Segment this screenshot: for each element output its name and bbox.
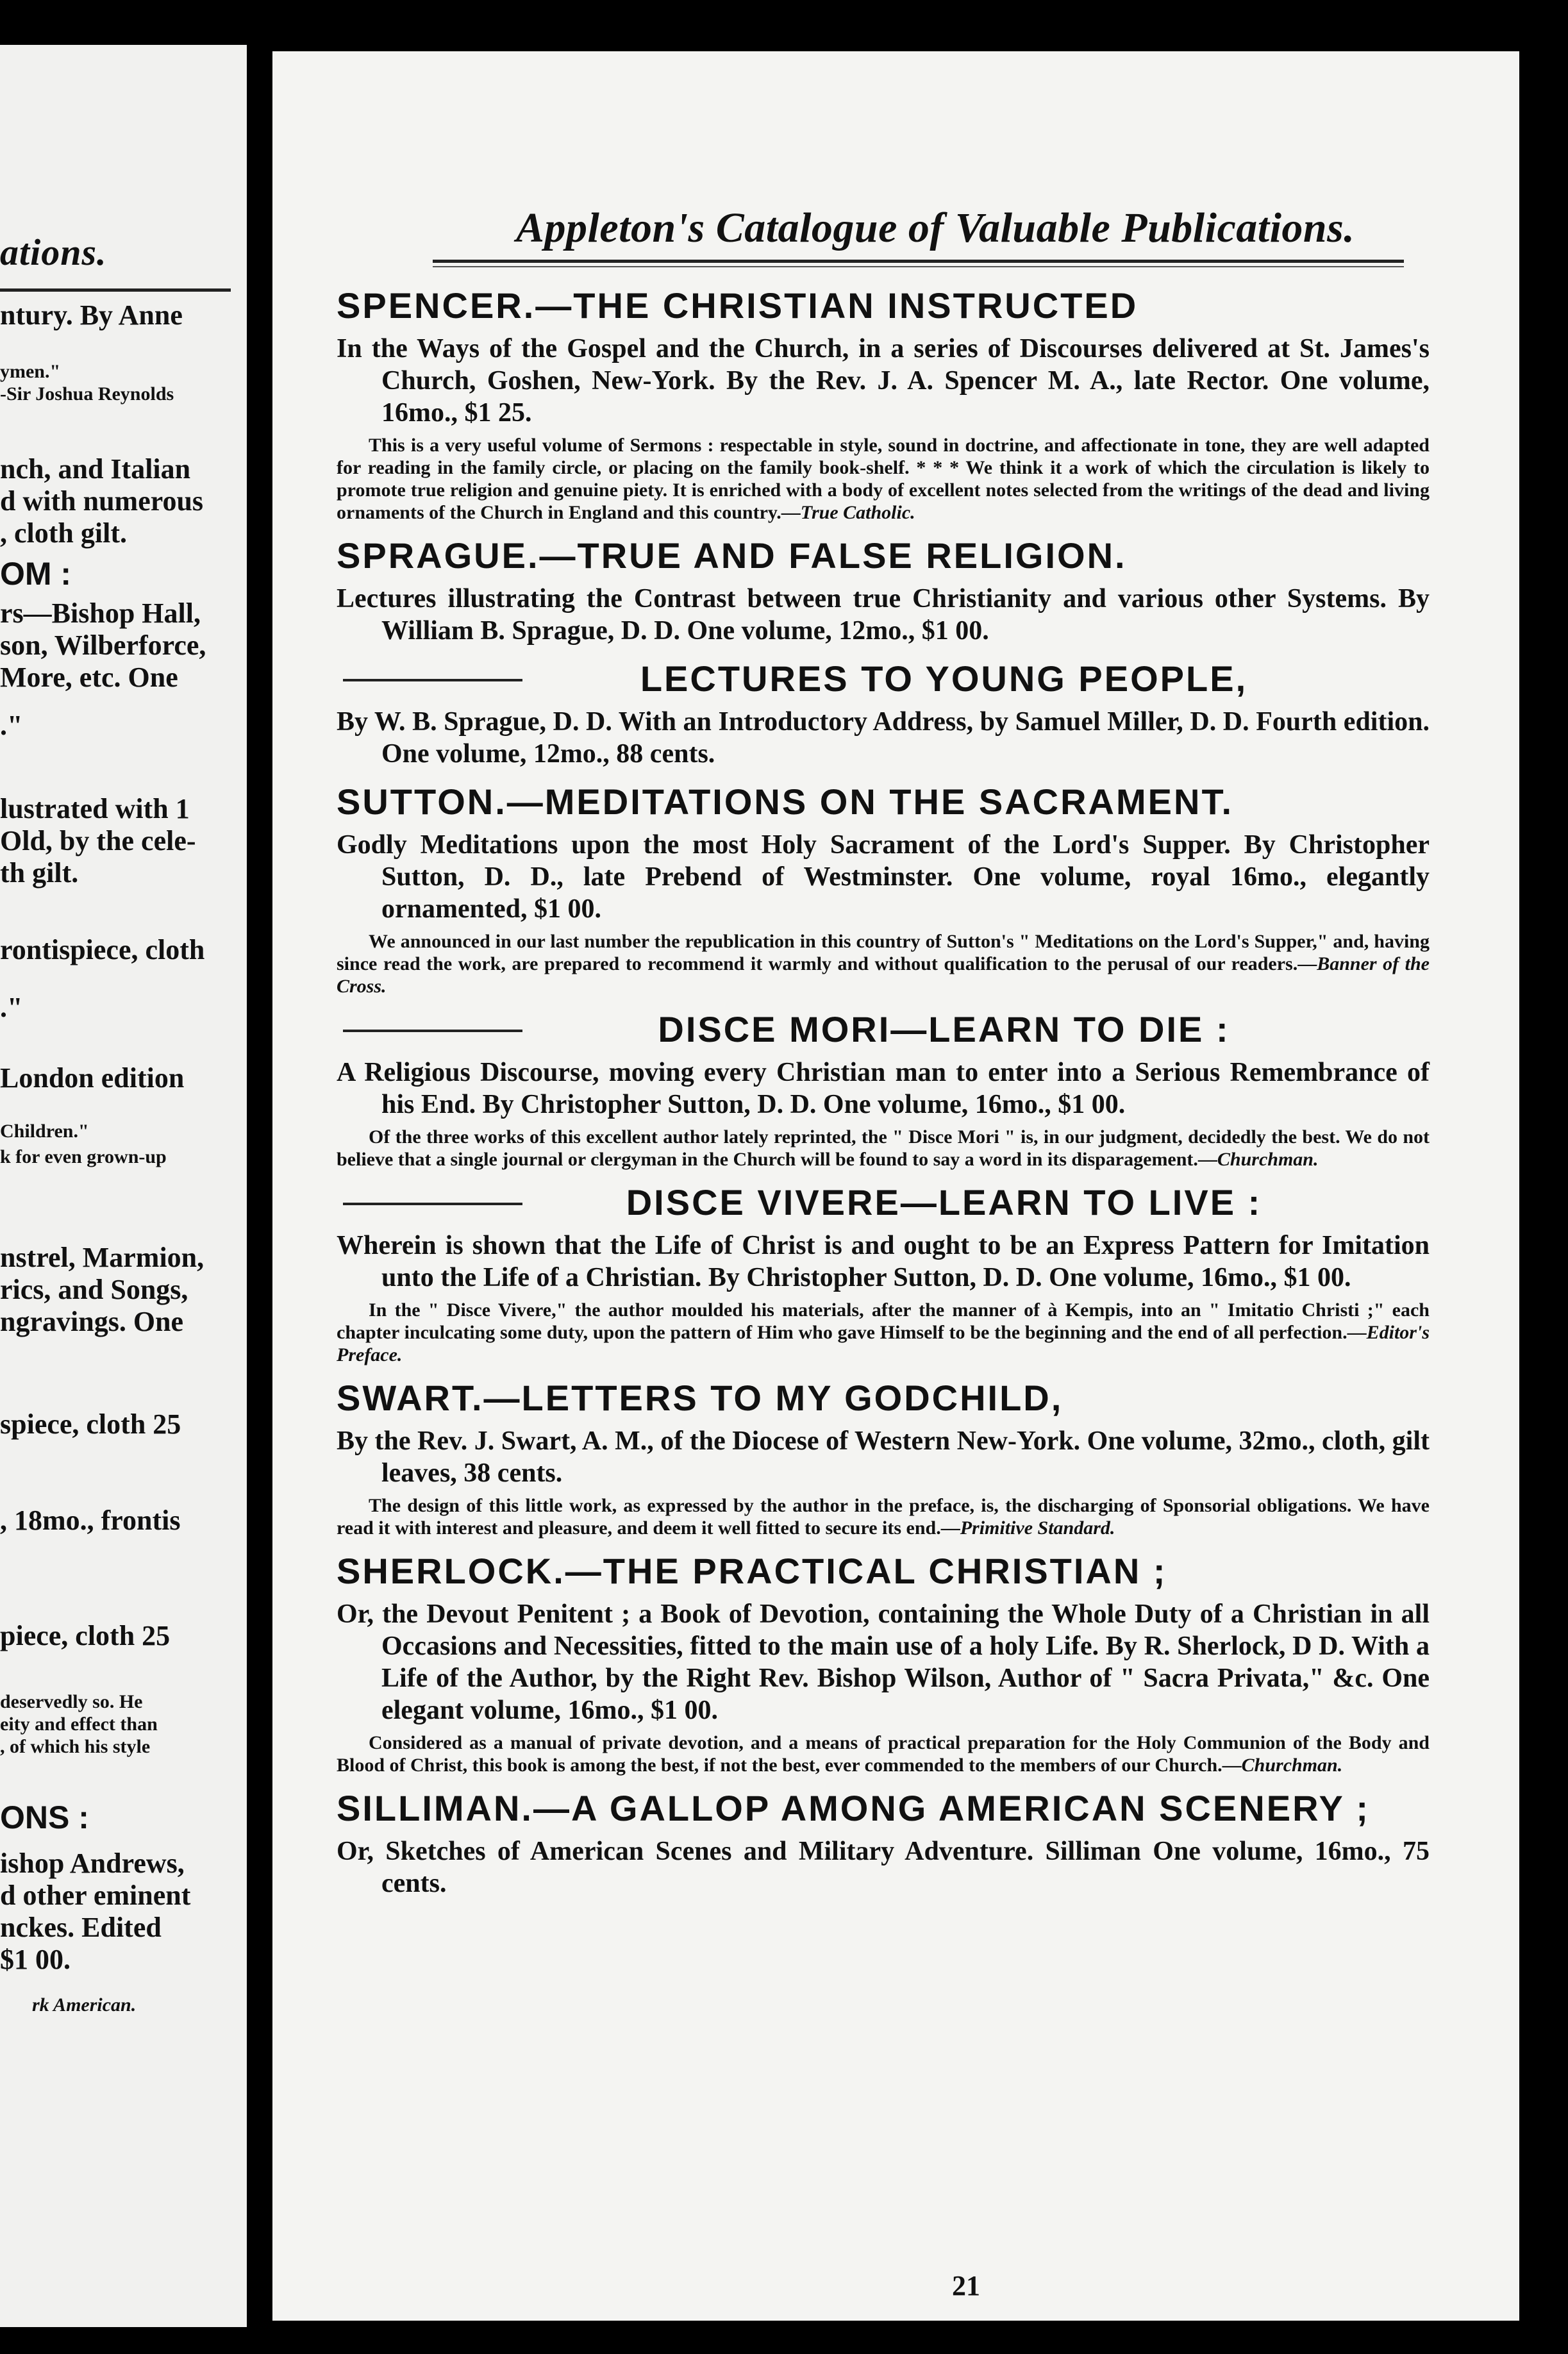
entry-description: Godly Meditations upon the most Holy Sacrament of the Lord's Supper. By Christopher Sutton, D. D., late Prebend of Westminster. One volume, royal 16mo., elegantly ornamented, $1 00. [337,830,1430,924]
facing-line: son, Wilberforce, [0,630,206,661]
facing-line: ." [0,710,23,741]
facing-line: rk American. [32,1994,137,2016]
catalogue-entry [337,652,1430,770]
entry-review [337,434,1430,524]
review-text: We announced in our last number the republication in this country of Sutton's " Meditations on the Lord's Supper," and, having since read the work, are prepared to recommend it warmly and without qualification to the perusal of our readers.— [337,931,1430,974]
facing-line: ." [0,992,23,1023]
review-source: True Catholic. [800,502,915,523]
catalogue-entry [337,1782,1430,1899]
review-source: Churchman. [1241,1755,1343,1776]
facing-line: eity and effect than [0,1714,158,1735]
facing-page-fragment [0,45,247,2327]
entry-description: Wherein is shown that the Life of Christ is and ought to be an Express Pattern for Imitation unto the Life of a Christian. By Christopher Sutton, D. D. One volume, 16mo., $1 00. [337,1231,1430,1292]
facing-line: nch, and Italian [0,453,191,485]
catalogue-entry [337,279,1430,524]
catalogue-entry [337,775,1430,998]
catalogue-entries [337,279,1430,1905]
facing-line: ymen." [0,361,61,382]
facing-line: nckes. Edited [0,1912,162,1943]
facing-line: spiece, cloth 25 [0,1408,181,1440]
entry-description: Or, Sketches of American Scenes and Military Adventure. Silliman One volume, 16mo., 75 cents. [337,1837,1430,1898]
head-rule [433,260,1404,263]
facing-line: , of which his style [0,1736,151,1757]
entry-review [337,1299,1430,1366]
facing-line: , cloth gilt. [0,517,127,549]
facing-line: k for even grown-up [0,1146,167,1167]
facing-line: OM : [0,556,72,592]
entry-description: Lectures illustrating the Contrast between true Christianity and various other Systems. By William B. Sprague, D. D. One volume, 12mo., $1 00. [337,584,1430,646]
facing-line: lustrated with 1 [0,793,190,824]
entry-title: SPENCER.—THE CHRISTIAN INSTRUCTED [337,285,1138,326]
review-source: Banner of the Cross. [337,953,1430,997]
head-rule-thin [433,266,1404,267]
facing-line: ngravings. One [0,1306,184,1337]
catalogue-entry [337,1176,1430,1366]
facing-line: piece, cloth 25 [0,1620,171,1651]
facing-line: th gilt. [0,857,79,889]
catalogue-entry [337,529,1430,647]
facing-line: rs—Bishop Hall, [0,597,201,629]
facing-line: $1 00. [0,1944,71,1975]
facing-line: ONS : [0,1799,89,1835]
facing-line: London edition [0,1062,185,1094]
facing-line: Old, by the cele- [0,825,196,856]
facing-line: d with numerous [0,485,204,517]
entry-review [337,1494,1430,1539]
facing-line: deservedly so. He [0,1691,143,1712]
entry-title: SPRAGUE.—TRUE AND FALSE RELIGION. [337,535,1127,576]
review-source: Primitive Standard. [960,1517,1115,1539]
facing-line: d other eminent [0,1880,191,1911]
facing-line: ntury. By Anne [0,299,183,331]
entry-description: By the Rev. J. Swart, A. M., of the Diocese of Western New-York. One volume, 32mo., cloth, gilt leaves, 38 cents. [337,1426,1430,1488]
review-source: Churchman. [1217,1149,1319,1170]
catalogue-entry [337,1003,1430,1171]
review-text: Of the three works of this excellent author lately reprinted, the " Disce Mori " is, in our judgment, decidedly the best. We do not believe that a single journal or clergyman in the Church will be found to say a word in its disparagement.— [337,1126,1430,1170]
review-text: Considered as a manual of private devotion, and a means of practical preparation for the Holy Communion of the Body and Blood of Christ, this book is among the best, if not the best, ever commended to the members of our Church.— [337,1732,1430,1776]
entry-review [337,1732,1430,1776]
facing-line: rontispiece, cloth [0,934,205,965]
entry-review [337,1126,1430,1171]
entry-title: SUTTON.—MEDITATIONS ON THE SACRAMENT. [337,781,1233,822]
catalogue-entry [337,1371,1430,1539]
entry-description: By W. B. Sprague, D. D. With an Introductory Address, by Samuel Miller, D. D. Fourth edition. One volume, 12mo., 88 cents. [337,707,1430,769]
facing-line: -Sir Joshua Reynolds [0,383,174,405]
entry-description: In the Ways of the Gospel and the Church, in a series of Discourses delivered at St. James's Church, Goshen, New-York. By the Rev. J. A. Spencer M. A., late Rector. One volume, 16mo., $1 25. [337,334,1430,428]
entry-description: Or, the Devout Penitent ; a Book of Devotion, containing the Whole Duty of a Christian in all Occasions and Necessities, fitted to the main use of a holy Life. By R. Sherlock, D D. With a Life of the Author, by the Right Rev. Bishop Wilson, Author of " Sacra Privata," &c. One elegant volume, 16mo., $1 00. [337,1599,1430,1725]
facing-line: nstrel, Marmion, [0,1242,204,1273]
review-source: Editor's Preface. [337,1322,1430,1365]
running-head: Appleton's Catalogue of Valuable Publications. [516,205,1355,251]
page-number: 21 [952,2270,980,2301]
catalogue-entry [337,1544,1430,1776]
facing-line: ishop Andrews, [0,1848,185,1879]
facing-head-rule [0,288,231,292]
facing-line: More, etc. One [0,662,178,693]
review-text: In the " Disce Vivere," the author moulded his materials, after the manner of à Kempis, into an " Imitatio Christi ;" each chapter inculcating some duty, upon the pattern of Him who gave Himself to be the beginning and the end of all perfection.— [337,1299,1430,1343]
entry-title: SWART.—LETTERS TO MY GODCHILD, [337,1378,1063,1418]
facing-line: rics, and Songs, [0,1274,188,1305]
entry-subtitle: DISCE MORI—LEARN TO DIE : [337,1003,1430,1056]
catalogue-page [272,51,1519,2321]
entry-title: SILLIMAN.—A GALLOP AMONG AMERICAN SCENERY ; [337,1788,1370,1828]
entry-title: SHERLOCK.—THE PRACTICAL CHRISTIAN ; [337,1551,1167,1591]
facing-running-head: ations. [0,231,107,273]
entry-review [337,930,1430,998]
facing-line: Children." [0,1121,89,1142]
facing-line: , 18mo., frontis [0,1505,181,1536]
entry-subtitle: LECTURES TO YOUNG PEOPLE, [337,652,1430,706]
entry-description: A Religious Discourse, moving every Christian man to enter into a Serious Remembrance of his End. By Christopher Sutton, D. D. One volume, 16mo., $1 00. [337,1058,1430,1119]
review-text: The design of this little work, as expressed by the author in the preface, is, the discharging of Sponsorial obligations. We have read it with interest and pleasure, and deem it well fitted to secure its end.— [337,1495,1430,1539]
entry-subtitle: DISCE VIVERE—LEARN TO LIVE : [337,1176,1430,1230]
review-text: This is a very useful volume of Sermons : respectable in style, sound in doctrine, and affectionate in tone, they are well adapted for reading in the family circle, or placing on the family book-shelf. * * * We think it a work of which the circulation is likely to promote true religion and genuine piety. It is enriched with a body of excellent notes selected from the writings of the dead and living ornaments of the Church in England and this country.— [337,435,1430,523]
